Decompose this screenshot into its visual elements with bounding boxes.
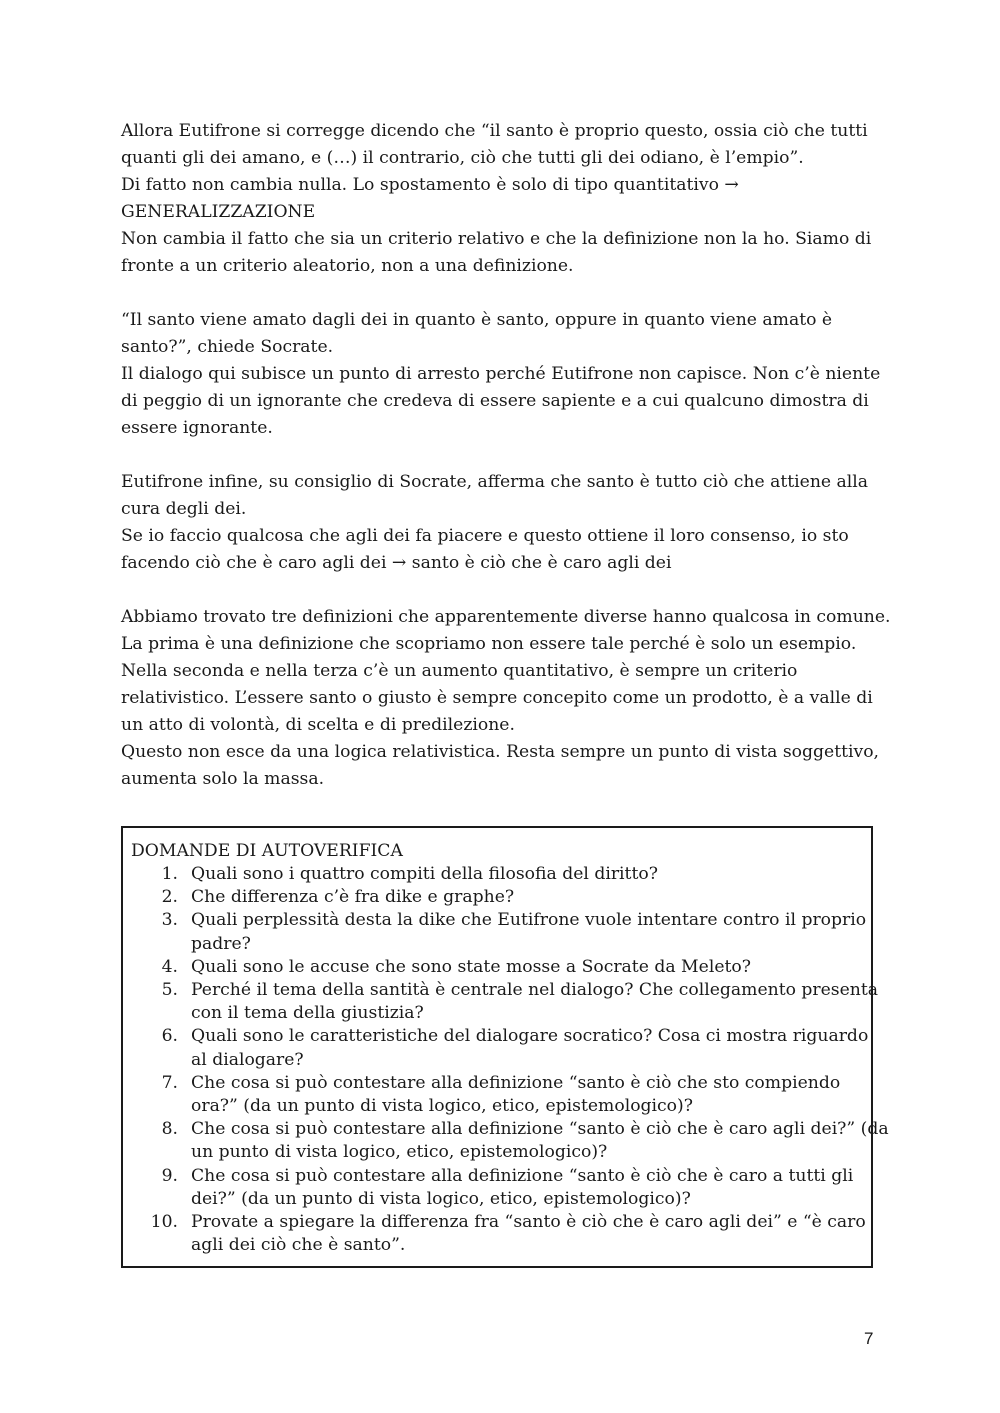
quiz-item-number: 5.: [161, 980, 178, 1001]
text-line: un atto di volontà, di scelta e di predilezione.: [121, 715, 515, 735]
quiz-item-number: 10.: [150, 1212, 178, 1233]
text-line: fronte a un criterio aleatorio, non a una definizione.: [121, 256, 574, 276]
text-line: aumenta solo la massa.: [121, 769, 325, 789]
text-line: facendo ciò che è caro agli dei → santo è ciò che è caro agli dei: [121, 553, 672, 573]
text-line: Se io faccio qualcosa che agli dei fa piacere e questo ottiene il loro consenso, io sto: [121, 526, 849, 546]
quiz-item-number: 8.: [161, 1119, 178, 1140]
document-body: [121, 118, 891, 793]
quiz-item: [131, 863, 861, 886]
quiz-item-text: Che cosa si può contestare alla definizione “santo è ciò che è caro agli dei?” (da: [191, 1119, 889, 1140]
quiz-item-text: Provate a spiegare la differenza fra “santo è ciò che è caro agli dei” e “è caro: [191, 1212, 866, 1233]
quiz-item: [131, 1118, 889, 1164]
text-line: “Il santo viene amato dagli dei in quanto è santo, oppure in quanto viene amato è: [121, 310, 833, 330]
quiz-item-number: 1.: [161, 864, 178, 884]
quiz-item-text: ora?” (da un punto di vista logico, etico, epistemologico)?: [191, 1096, 693, 1117]
text-line: Di fatto non cambia nulla. Lo spostamento è solo di tipo quantitativo →: [121, 175, 739, 195]
quiz-item: [131, 956, 861, 979]
text-line: Eutifrone infine, su consiglio di Socrate, afferma che santo è tutto ciò che attiene alla: [121, 472, 869, 492]
quiz-item-text: Quali sono i quattro compiti della filosofia del diritto?: [191, 864, 658, 884]
text-line: santo?”, chiede Socrate.: [121, 337, 334, 357]
paragraph-2: [121, 307, 881, 442]
paragraph-1: [121, 118, 881, 280]
text-line: essere ignorante.: [121, 418, 273, 438]
quiz-item-text: Che cosa si può contestare alla definizione “santo è ciò che sto compiendo: [191, 1072, 841, 1093]
quiz-item-text: Quali perplessità desta la dike che Eutifrone vuole intentare contro il proprio: [191, 910, 867, 931]
self-check-questions-box: [121, 826, 889, 1268]
text-line: Il dialogo qui subisce un punto di arresto perché Eutifrone non capisce. Non c’è niente: [121, 364, 881, 384]
quiz-item-text: padre?: [191, 933, 251, 954]
paragraph-4: [121, 604, 891, 793]
quiz-item-text: Quali sono le caratteristiche del dialogare socratico? Cosa ci mostra riguardo: [191, 1026, 869, 1047]
quiz-item-number: 4.: [161, 956, 178, 977]
quiz-item-text: Che differenza c’è fra dike e graphe?: [191, 887, 515, 908]
quiz-item-text: un punto di vista logico, etico, epistemologico)?: [191, 1142, 608, 1163]
text-line: relativistico. L’essere santo o giusto è sempre concepito come un prodotto, è a valle di: [121, 688, 873, 708]
text-line: Abbiamo trovato tre definizioni che apparentemente diverse hanno qualcosa in comune.: [121, 607, 891, 627]
quiz-item-number: 2.: [161, 887, 178, 908]
quiz-item-text: con il tema della giustizia?: [191, 1003, 424, 1024]
quiz-item-number: 6.: [161, 1026, 178, 1047]
quiz-item: [131, 979, 879, 1025]
text-line: GENERALIZZAZIONE: [121, 202, 316, 222]
quiz-item: [131, 1025, 869, 1071]
text-line: quanti gli dei amano, e (…) il contrario, ciò che tutti gli dei odiano, è l’empio”.: [121, 148, 804, 168]
paragraph-3: [121, 469, 881, 577]
quiz-item-text: agli dei ciò che è santo”.: [191, 1235, 406, 1256]
text-line: di peggio di un ignorante che credeva di essere sapiente e a cui qualcuno dimostra di: [121, 391, 869, 411]
quiz-title: DOMANDE DI AUTOVERIFICA: [131, 841, 403, 861]
text-line: cura degli dei.: [121, 499, 247, 519]
text-line: Allora Eutifrone si corregge dicendo che “il santo è proprio questo, ossia ciò che tutti: [121, 121, 868, 141]
quiz-item: [131, 1211, 866, 1257]
quiz-item-text: al dialogare?: [191, 1049, 304, 1070]
quiz-item: [131, 1072, 861, 1118]
quiz-item-text: Perché il tema della santità è centrale nel dialogo? Che collegamento presenta: [191, 980, 879, 1001]
text-line: Questo non esce da una logica relativistica. Resta sempre un punto di vista soggettivo,: [121, 742, 880, 762]
quiz-item: [131, 909, 867, 955]
quiz-item-number: 3.: [161, 910, 178, 931]
quiz-item-number: 9.: [161, 1165, 178, 1186]
quiz-item: [131, 886, 861, 909]
quiz-item-number: 7.: [161, 1072, 178, 1093]
text-line: Nella seconda e nella terza c’è un aumento quantitativo, è sempre un criterio: [121, 661, 798, 681]
quiz-item-text: dei?” (da un punto di vista logico, etico, epistemologico)?: [191, 1188, 691, 1209]
quiz-list: [131, 863, 889, 1257]
quiz-item-text: Che cosa si può contestare alla definizione “santo è ciò che è caro a tutti gli: [191, 1165, 854, 1186]
page-number: 7: [864, 1329, 874, 1348]
quiz-item-text: Quali sono le accuse che sono state mosse a Socrate da Meleto?: [191, 956, 751, 977]
text-line: Non cambia il fatto che sia un criterio relativo e che la definizione non la ho. Siamo di: [121, 229, 872, 249]
text-line: La prima è una definizione che scopriamo non essere tale perché è solo un esempio.: [121, 634, 857, 654]
quiz-item: [131, 1165, 861, 1211]
